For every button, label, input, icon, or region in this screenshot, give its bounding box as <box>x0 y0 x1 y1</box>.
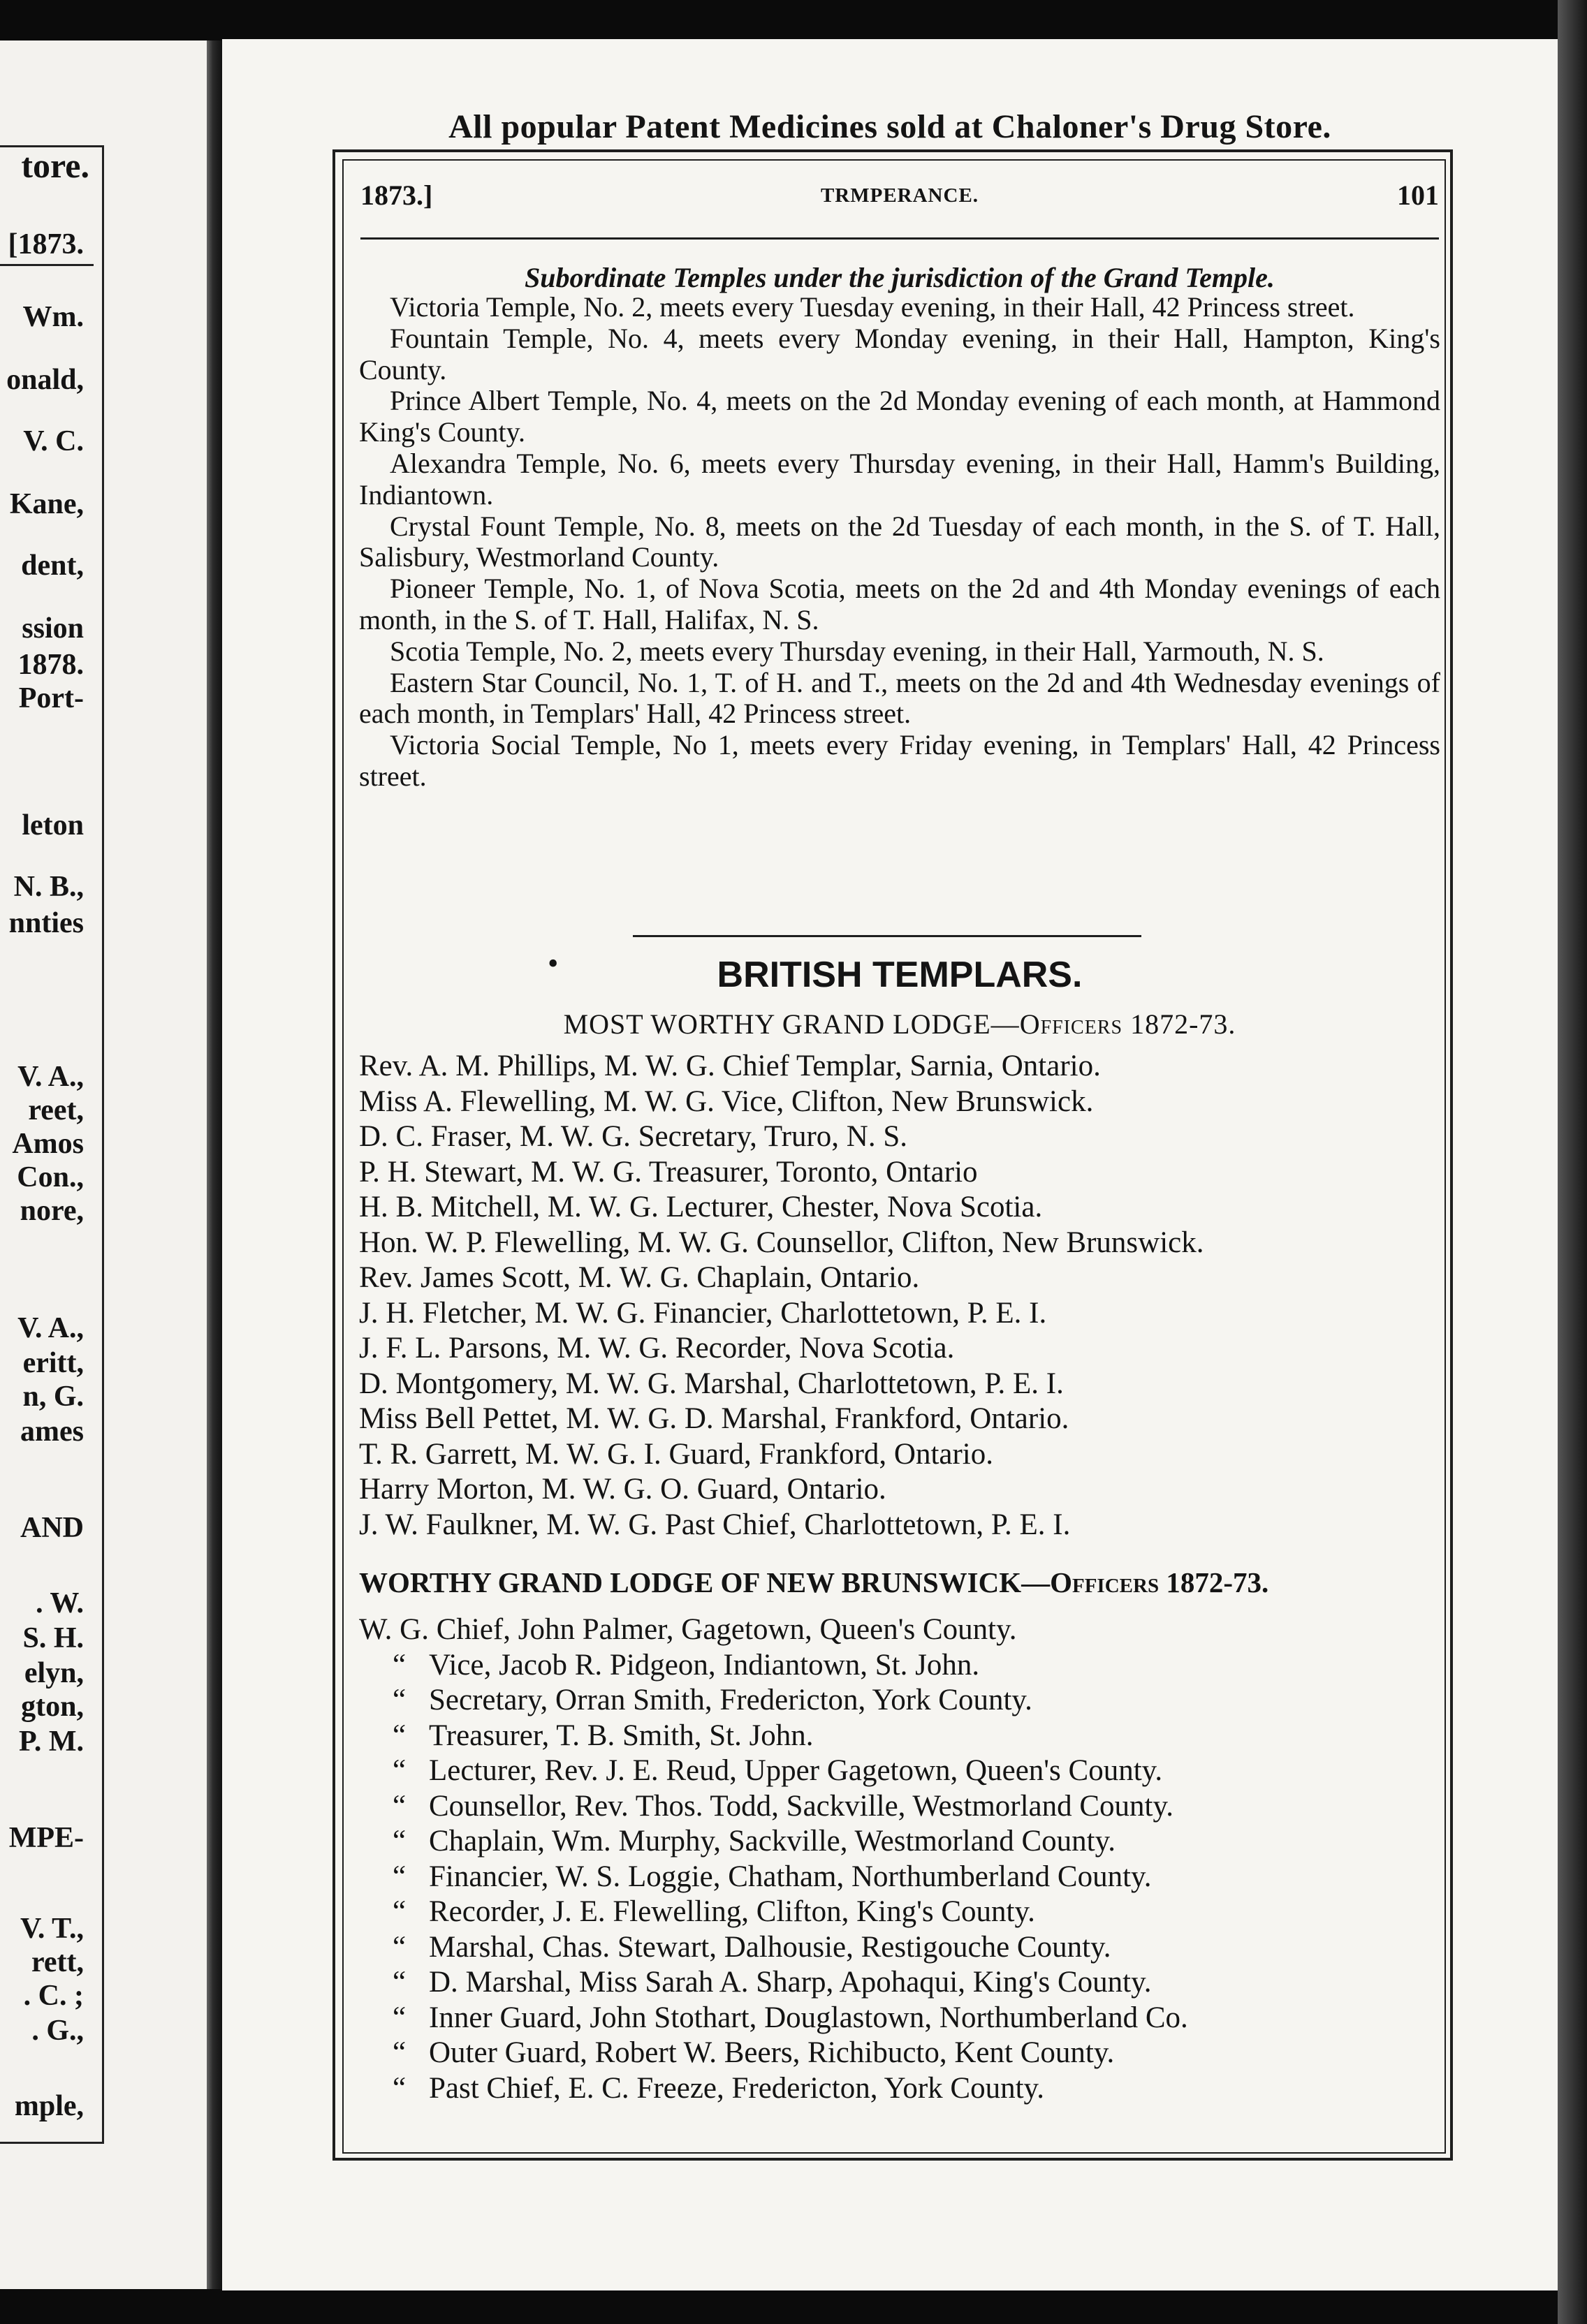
previous-page-line: ssion <box>22 612 84 645</box>
heading-main: MOST WORTHY GRAND LODGE— <box>563 1008 1020 1040</box>
officer-row: D. C. Fraser, M. W. G. Secretary, Truro, N. S. <box>359 1120 908 1153</box>
previous-page-line: gton, <box>21 1691 84 1723</box>
previous-page-line: rett, <box>31 1946 84 1978</box>
running-header <box>360 179 1439 223</box>
advertisement-banner: All popular Patent Medicines sold at Chaloner's Drug Store. <box>448 108 1331 145</box>
page-number: 101 <box>1397 179 1439 211</box>
worthy-nb-officers <box>359 1612 1449 2106</box>
temple-entry: Alexandra Temple, No. 6, meets every Thursday evening, in their Hall, Hamm's Building, Indiantown. <box>359 447 1440 510</box>
officer-row <box>359 2071 1449 2107</box>
previous-page-line: nore, <box>20 1195 84 1227</box>
officer-text: Treasurer, T. B. Smith, St. John. <box>429 1719 814 1752</box>
previous-page-line: reet, <box>28 1094 84 1126</box>
officer-row <box>359 1965 1449 2001</box>
officer-row: J. H. Fletcher, M. W. G. Financier, Charlottetown, P. E. I. <box>359 1296 1047 1330</box>
previous-page-line: . C. ; <box>23 1980 84 2012</box>
officer-text: Recorder, J. E. Flewelling, Clifton, King's County. <box>429 1895 1035 1928</box>
header-year: 1873.] <box>360 179 433 211</box>
book-gutter <box>207 41 222 2289</box>
previous-page-line: MPE- <box>8 1822 84 1854</box>
ditto-mark: “ <box>393 1825 407 1858</box>
ditto-mark: “ <box>393 1684 407 1716</box>
previous-page-line: . W. <box>36 1587 84 1619</box>
officer-row <box>359 1753 1449 1789</box>
ditto-mark: “ <box>393 1719 407 1752</box>
previous-page-line: leton <box>22 809 84 841</box>
previous-page-line: Port- <box>18 682 84 714</box>
ditto-mark: “ <box>393 1966 407 1999</box>
officer-row: Harry Morton, M. W. G. O. Guard, Ontario. <box>359 1473 886 1506</box>
officer-row: D. Montgomery, M. W. G. Marshal, Charlottetown, P. E. I. <box>359 1367 1064 1400</box>
heading-officers: Officers <box>1019 1008 1123 1040</box>
ditto-mark: “ <box>393 1648 407 1682</box>
officer-row <box>359 1683 1449 1719</box>
previous-page-line: AND <box>20 1512 84 1544</box>
officer-text: Outer Guard, Robert W. Beers, Richibucto, Kent County. <box>429 2036 1115 2069</box>
officer-row: H. B. Mitchell, M. W. G. Lecturer, Chester, Nova Scotia. <box>359 1191 1043 1223</box>
ditto-mark: “ <box>393 1789 407 1823</box>
officer-row: W. G. Chief, John Palmer, Gagetown, Queen's County. <box>359 1613 1017 1646</box>
previous-page-line: nnties <box>8 907 84 939</box>
officer-text: Secretary, Orran Smith, Fredericton, York County. <box>429 1684 1032 1716</box>
officer-row: T. R. Garrett, M. W. G. I. Guard, Frankford, Ontario. <box>359 1437 993 1471</box>
officer-row <box>359 2001 1449 2036</box>
heading-main: WORTHY GRAND LODGE OF NEW BRUNSWICK— <box>359 1566 1051 1598</box>
most-worthy-heading <box>359 1008 1440 1040</box>
officer-text: Lecturer, Rev. J. E. Reud, Upper Gagetown, Queen's County. <box>429 1754 1163 1787</box>
previous-page-line: S. H. <box>22 1622 84 1654</box>
previous-page-line: Kane, <box>9 488 84 520</box>
officer-row: Miss A. Flewelling, M. W. G. Vice, Clifton, New Brunswick. <box>359 1084 1094 1118</box>
officer-row: J. W. Faulkner, M. W. G. Past Chief, Charlottetown, P. E. I. <box>359 1508 1071 1541</box>
temple-entry: Prince Albert Temple, No. 4, meets on the 2d Monday evening of each month, at Hammond King's County. <box>359 385 1440 448</box>
previous-page-line: n, G. <box>22 1381 84 1413</box>
officer-row <box>359 2036 1449 2071</box>
previous-page-line: mple, <box>14 2090 84 2122</box>
temple-entry: Victoria Social Temple, No 1, meets every Friday evening, in Templars' Hall, 42 Princess street. <box>359 729 1440 792</box>
previous-page-line: 1878. <box>17 649 84 681</box>
previous-page-line: Con., <box>17 1161 84 1193</box>
ditto-mark: “ <box>393 2071 407 2105</box>
officer-text: D. Marshal, Miss Sarah A. Sharp, Apohaqui, King's County. <box>429 1966 1152 1999</box>
officer-row <box>359 1895 1449 1930</box>
previous-page-line: Amos <box>12 1128 84 1160</box>
previous-page-line: V. C. <box>23 425 84 457</box>
officer-text: Past Chief, E. C. Freeze, Fredericton, York County. <box>429 2071 1044 2105</box>
worthy-nb-heading <box>359 1566 1440 1599</box>
officer-text: Vice, Jacob R. Pidgeon, Indiantown, St. John. <box>429 1648 980 1682</box>
officer-row: P. H. Stewart, M. W. G. Treasurer, Toronto, Ontario <box>359 1155 978 1189</box>
previous-page-line: V. A., <box>17 1061 84 1093</box>
temple-entry: Fountain Temple, No. 4, meets every Monday evening, in their Hall, Hampton, King's County. <box>359 322 1440 385</box>
previous-page-line: ames <box>20 1415 84 1448</box>
heading-officers: Officers <box>1050 1566 1160 1598</box>
temple-entry: Eastern Star Council, No. 1, T. of H. and T., meets on the 2d and 4th Wednesday evenings of each month, in Templars' Hall, 42 Princess street. <box>359 666 1440 730</box>
officer-row: J. F. L. Parsons, M. W. G. Recorder, Nova Scotia. <box>359 1332 955 1365</box>
previous-page-line: onald, <box>6 364 84 396</box>
section-divider <box>633 935 1141 937</box>
ditto-mark: “ <box>393 2001 407 2034</box>
header-rule <box>360 237 1439 240</box>
previous-page-line: V. T., <box>20 1913 84 1945</box>
previous-page-line: N. B., <box>13 871 84 903</box>
officer-row <box>359 1824 1449 1860</box>
printer-mark: • <box>548 946 559 980</box>
page-content <box>222 39 1558 2290</box>
officer-text: Financier, W. S. Loggie, Chatham, Northumberland County. <box>429 1860 1152 1893</box>
ditto-mark: “ <box>393 1860 407 1893</box>
page-edge-shadow <box>1558 0 1587 2324</box>
officer-row <box>359 1930 1449 1966</box>
previous-page-line: dent, <box>21 550 84 582</box>
previous-page-line: [1873. <box>8 228 84 260</box>
officer-text: Chaplain, Wm. Murphy, Sackville, Westmorland County. <box>429 1825 1116 1858</box>
temple-entry: Victoria Temple, No. 2, meets every Tuesday evening, in their Hall, 42 Princess street. <box>390 291 1355 323</box>
previous-page-rule <box>0 264 94 266</box>
previous-page-line: P. M. <box>19 1726 84 1758</box>
previous-page-line: V. A., <box>17 1312 84 1344</box>
temple-entry: Scotia Temple, No. 2, meets every Thursday evening, in their Hall, Yarmouth, N. S. <box>390 635 1324 667</box>
ditto-mark: “ <box>393 2036 407 2069</box>
officer-row <box>359 1719 1449 1754</box>
previous-page-line: . G., <box>31 2015 84 2047</box>
previous-page-line: eritt, <box>22 1347 84 1379</box>
officer-row: Miss Bell Pettet, M. W. G. D. Marshal, Frankford, Ontario. <box>359 1402 1069 1435</box>
ditto-mark: “ <box>393 1754 407 1787</box>
officer-row: Hon. W. P. Flewelling, M. W. G. Counsellor, Clifton, New Brunswick. <box>359 1226 1204 1259</box>
header-title: TRMPERANCE. <box>820 184 979 207</box>
heading-years: 1872-73. <box>1130 1008 1236 1040</box>
ditto-mark: “ <box>393 1930 407 1964</box>
heading-years: 1872-73. <box>1166 1566 1269 1598</box>
section-subtitle: Subordinate Temples under the jurisdiction of the Grand Temple. <box>525 262 1275 293</box>
previous-page-line: elyn, <box>24 1657 84 1689</box>
previous-page-header: tore. <box>21 146 89 185</box>
officer-row <box>359 1789 1449 1825</box>
temple-entry: Pioneer Temple, No. 1, of Nova Scotia, meets on the 2d and 4th Monday evenings of each month, in the S. of T. Hall, Halifax, N. S. <box>359 573 1440 635</box>
officer-text: Marshal, Chas. Stewart, Dalhousie, Restigouche County. <box>429 1930 1111 1964</box>
most-worthy-officers <box>359 1049 1449 1543</box>
officer-row: Rev. James Scott, M. W. G. Chaplain, Ontario. <box>359 1261 920 1294</box>
officer-row <box>359 1648 1449 1684</box>
officer-text: Counsellor, Rev. Thos. Todd, Sackville, Westmorland County. <box>429 1789 1173 1823</box>
officer-text: Inner Guard, John Stothart, Douglastown, Northumberland Co. <box>429 2001 1188 2034</box>
temples-list <box>359 292 1440 793</box>
temple-entry: Crystal Fount Temple, No. 8, meets on the 2d Tuesday of each month, in the S. of T. Hall, Salisbury, Westmorland County. <box>359 510 1440 573</box>
british-templars-title: BRITISH TEMPLARS. <box>717 955 1083 995</box>
previous-page-strip <box>0 41 207 2289</box>
ditto-mark: “ <box>393 1895 407 1928</box>
officer-row <box>359 1860 1449 1895</box>
previous-page-line: Wm. <box>22 301 84 333</box>
officer-row: Rev. A. M. Phillips, M. W. G. Chief Templar, Sarnia, Ontario. <box>359 1050 1101 1082</box>
